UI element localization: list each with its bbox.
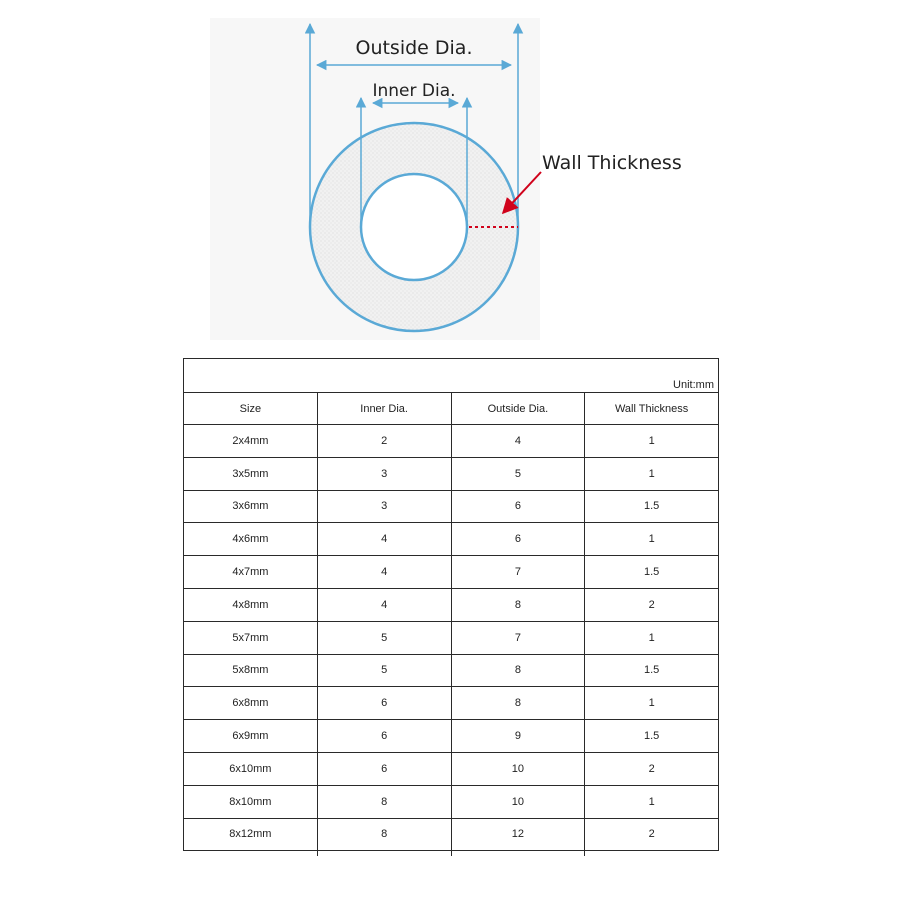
inner-dia-cell: 6 [317,720,451,753]
inner-dia-cell: 3 [317,457,451,490]
table-row [184,818,719,851]
cut-cell [184,851,318,857]
wall-thickness-label: Wall Thickness [542,152,682,174]
outside-dia-cell: 12 [451,818,585,851]
size-cell: 8x10mm [184,785,318,818]
table-row [184,654,719,687]
inner-dia-cell: 6 [317,687,451,720]
inner-dia-cell: 8 [317,785,451,818]
size-cell: 5x8mm [184,654,318,687]
outside-dia-cell: 10 [451,785,585,818]
wall-thickness-cell: 2 [585,588,719,621]
cut-cell [451,851,585,857]
table-row [184,752,719,785]
size-cell: 3x5mm [184,457,318,490]
table-row [184,457,719,490]
outside-dia-cell: 7 [451,621,585,654]
table-row [184,687,719,720]
unit-label: Unit:mm [184,359,719,393]
column-header-inner-dia: Inner Dia. [317,393,451,425]
inner-dia-cell: 5 [317,654,451,687]
column-header-size: Size [184,393,318,425]
cut-cell [585,851,719,857]
size-cell: 8x12mm [184,818,318,851]
wall-thickness-cell: 1.5 [585,490,719,523]
outside-dia-cell: 5 [451,457,585,490]
outside-dia-cell: 7 [451,556,585,589]
table-row [184,556,719,589]
table-row [184,588,719,621]
inner-dia-label: Inner Dia. [372,81,456,101]
wall-thickness-cell: 1 [585,425,719,458]
table-row [184,621,719,654]
inner-dia-cell: 4 [317,588,451,621]
wall-thickness-cell: 1 [585,621,719,654]
outside-dia-cell: 8 [451,654,585,687]
unit-row [184,359,719,393]
wall-thickness-cell: 1 [585,785,719,818]
size-cell: 6x9mm [184,720,318,753]
inner-dia-cell: 6 [317,752,451,785]
size-cell: 4x8mm [184,588,318,621]
table-row [184,785,719,818]
size-cell: 4x6mm [184,523,318,556]
outside-dia-cell: 4 [451,425,585,458]
inner-dia-cell: 2 [317,425,451,458]
outside-dia-cell: 6 [451,490,585,523]
outside-dia-cell: 9 [451,720,585,753]
size-cell: 5x7mm [184,621,318,654]
table-row [184,523,719,556]
inner-circle [361,174,467,280]
size-cell: 6x8mm [184,687,318,720]
wall-thickness-cell: 2 [585,818,719,851]
outside-dia-cell: 8 [451,588,585,621]
cut-cell [317,851,451,857]
outside-dia-label: Outside Dia. [355,37,473,59]
tube-cross-section-diagram [0,0,900,345]
wall-thickness-cell: 1 [585,687,719,720]
table-row [184,720,719,753]
outside-dia-cell: 10 [451,752,585,785]
inner-dia-cell: 4 [317,523,451,556]
size-cell: 2x4mm [184,425,318,458]
wall-thickness-cell: 1.5 [585,654,719,687]
table-cut-row [184,851,719,857]
inner-dia-cell: 8 [317,818,451,851]
inner-dia-cell: 4 [317,556,451,589]
wall-thickness-cell: 1.5 [585,720,719,753]
size-cell: 3x6mm [184,490,318,523]
column-header-wall-thickness: Wall Thickness [585,393,719,425]
outside-dia-cell: 6 [451,523,585,556]
wall-thickness-cell: 1 [585,523,719,556]
wall-thickness-cell: 1.5 [585,556,719,589]
size-cell: 6x10mm [184,752,318,785]
table-row [184,490,719,523]
wall-thickness-cell: 2 [585,752,719,785]
column-header-outside-dia: Outside Dia. [451,393,585,425]
inner-dia-cell: 5 [317,621,451,654]
size-table [183,358,719,856]
size-cell: 4x7mm [184,556,318,589]
inner-dia-cell: 3 [317,490,451,523]
table-row [184,425,719,458]
outside-dia-cell: 8 [451,687,585,720]
table-header-row [184,393,719,425]
wall-thickness-cell: 1 [585,457,719,490]
